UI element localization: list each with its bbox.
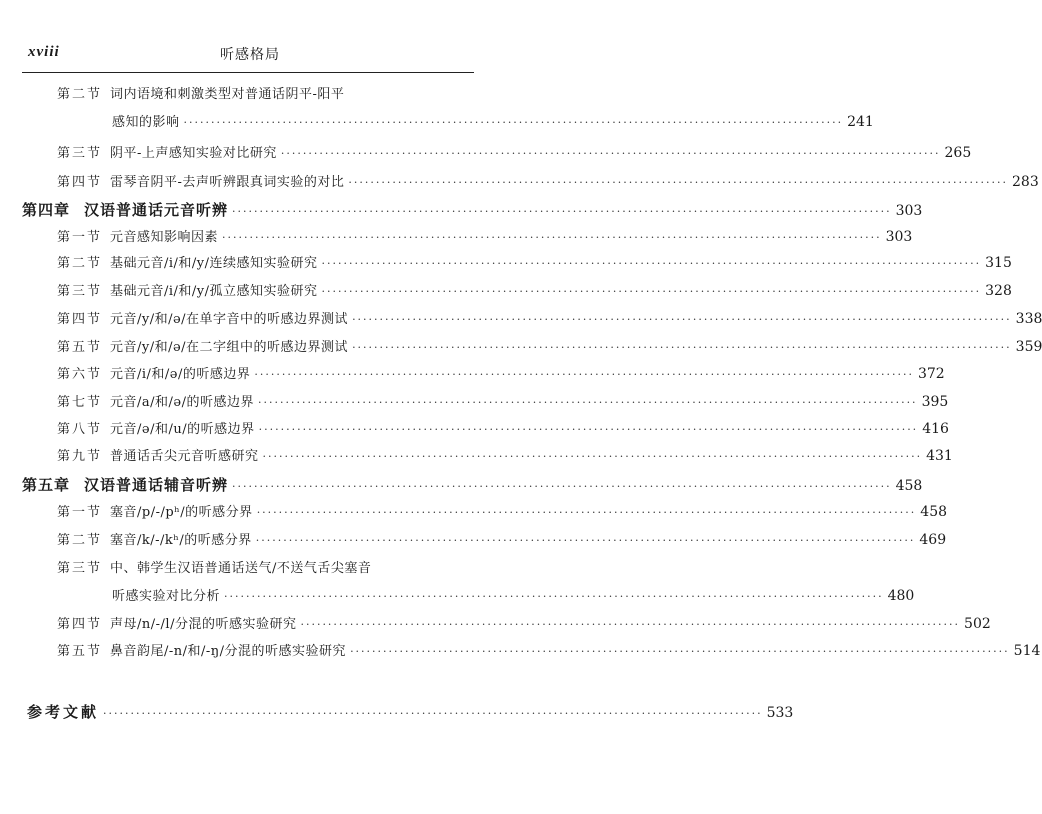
toc-entry-title: 参考文献 [27, 703, 100, 721]
toc-entry-number: 第一节 [57, 230, 103, 245]
toc-page-number: 458 [895, 478, 923, 494]
toc-page-number: 283 [1012, 174, 1039, 190]
page-folio: xviii [28, 44, 60, 60]
leader-dots: ························································································································ [350, 645, 1010, 658]
toc-entry [57, 613, 991, 636]
header-rule [22, 72, 474, 73]
toc-page-number: 514 [1013, 643, 1041, 659]
toc-page-number: 241 [847, 114, 874, 130]
toc-entry [57, 558, 474, 580]
toc-entry [57, 336, 1042, 359]
toc-entry [57, 252, 1012, 275]
toc-entry-number: 第四节 [57, 617, 103, 632]
toc-entry-number: 第三节 [57, 561, 103, 576]
toc-entry [57, 445, 953, 468]
toc-page-number: 359 [1015, 339, 1042, 355]
toc-entry-title: 中、韩学生汉语普通话送气/不送气舌尖塞音 [110, 561, 372, 576]
leader-dots: ························································································································ [183, 116, 844, 129]
leader-dots: ························································································································ [321, 285, 982, 298]
leader-dots: ························································································································ [258, 423, 919, 436]
leader-dots: ························································································································ [222, 231, 882, 244]
page-header [28, 44, 472, 64]
toc-entry [57, 308, 1042, 331]
toc-entry-title: 感知的影响 [112, 115, 180, 130]
toc-entry [57, 280, 1012, 303]
toc-entry-title: 元音/y/和/ə/在单字音中的听感边界测试 [110, 312, 349, 327]
toc-entry [57, 142, 972, 165]
toc-entry-title: 元音/y/和/ə/在二字组中的听感边界测试 [110, 340, 349, 355]
toc-entry-title: 塞音/k/-/kʰ/的听感分界 [110, 533, 252, 548]
toc-page-number: 372 [917, 366, 945, 382]
toc-entry [112, 585, 915, 608]
toc-entry-number: 第八节 [57, 422, 103, 437]
toc-entry-number: 第九节 [57, 449, 103, 464]
toc-page-number: 338 [1015, 311, 1042, 327]
toc-entry [57, 391, 949, 414]
toc-chapter [22, 199, 923, 223]
toc-page-number: 416 [922, 421, 949, 437]
leader-dots: ························································································································ [352, 341, 1012, 354]
toc-entry-number: 第五章 [22, 476, 71, 494]
leader-dots: ························································································································ [232, 480, 892, 493]
toc-entry [57, 640, 1041, 663]
toc-entry-number: 第五节 [57, 644, 103, 659]
toc-page-number: 533 [766, 705, 794, 721]
leader-dots: ························································································································ [232, 205, 892, 218]
toc-entry-title: 阴平-上声感知实验对比研究 [110, 146, 277, 161]
toc-entry [57, 226, 913, 249]
toc-entry-number: 第四章 [22, 201, 71, 219]
leader-dots: ························································································································ [300, 618, 961, 631]
toc-page-number: 265 [944, 145, 972, 161]
leader-dots: ························································································································ [262, 450, 923, 463]
leader-dots: ························································································································ [254, 368, 914, 381]
leader-dots: ························································································································ [103, 707, 763, 720]
leader-dots: ························································································································ [257, 396, 918, 409]
toc-entry [57, 501, 948, 524]
toc-entry-title: 基础元音/i/和/y/孤立感知实验研究 [110, 284, 318, 299]
toc-page-number: 395 [921, 394, 949, 410]
toc-entry-title: 元音感知影响因素 [110, 230, 219, 245]
toc-entry-title: 元音/a/和/ə/的听感边界 [110, 395, 254, 410]
toc-entry-number: 第三节 [57, 146, 103, 161]
leader-dots: ························································································································ [321, 257, 982, 270]
toc-entry-title: 基础元音/i/和/y/连续感知实验研究 [110, 256, 318, 271]
toc-entry-number: 第二节 [57, 256, 103, 271]
toc-page-number: 303 [895, 203, 923, 219]
toc-entry-title: 汉语普通话辅音听辨 [84, 476, 229, 494]
toc-page-number: 315 [985, 255, 1012, 271]
leader-dots: ························································································································ [352, 313, 1012, 326]
toc-entry-number: 第一节 [57, 505, 103, 520]
toc-entry-title: 鼻音韵尾/-n/和/-ŋ/分混的听感实验研究 [110, 644, 347, 659]
leader-dots: ························································································································ [256, 506, 917, 519]
leader-dots: ························································································································ [348, 176, 1008, 189]
toc-entry-title: 普通话舌尖元音听感研究 [110, 449, 259, 464]
toc-entry-title: 听感实验对比分析 [112, 589, 221, 604]
leader-dots: ························································································································ [224, 590, 884, 603]
leader-dots: ························································································································ [255, 534, 916, 547]
toc-page-number: 303 [885, 229, 913, 245]
toc-entry [57, 171, 1039, 194]
toc-entry-title: 雷琴音阴平-去声听辨跟真词实验的对比 [110, 175, 345, 190]
toc-page-number: 480 [887, 588, 915, 604]
toc-page-number: 458 [920, 504, 948, 520]
toc-entry-title: 词内语境和刺激类型对普通话阴平-阳平 [110, 87, 345, 102]
toc-entry [57, 418, 949, 441]
toc-entry-title: 声母/n/-/l/分混的听感实验研究 [110, 617, 297, 632]
toc-entry-number: 第七节 [57, 395, 103, 410]
running-title: 听感格局 [220, 47, 280, 63]
toc-entry-number: 第三节 [57, 284, 103, 299]
toc-entry [112, 111, 874, 134]
toc-references [27, 701, 794, 725]
toc-page-number: 431 [926, 448, 953, 464]
toc-chapter [22, 474, 923, 498]
toc-entry-title: 塞音/p/-/pʰ/的听感分界 [110, 505, 253, 520]
toc-page-number: 469 [919, 532, 947, 548]
toc-entry-number: 第六节 [57, 367, 103, 382]
toc-entry-title: 汉语普通话元音听辨 [84, 201, 229, 219]
toc-entry-number: 第四节 [57, 175, 103, 190]
toc-entry-number: 第二节 [57, 533, 103, 548]
toc-page-number: 502 [964, 616, 991, 632]
toc-entry [57, 529, 947, 552]
toc-entry-number: 第四节 [57, 312, 103, 327]
toc-page-number: 328 [985, 283, 1012, 299]
toc-entry [57, 363, 945, 386]
toc-entry [57, 84, 474, 106]
toc-entry-number: 第二节 [57, 87, 103, 102]
leader-dots: ························································································································ [280, 147, 941, 160]
toc-entry-title: 元音/ə/和/u/的听感边界 [110, 422, 255, 437]
toc-entry-number: 第五节 [57, 340, 103, 355]
toc-entry-title: 元音/i/和/ə/的听感边界 [110, 367, 251, 382]
